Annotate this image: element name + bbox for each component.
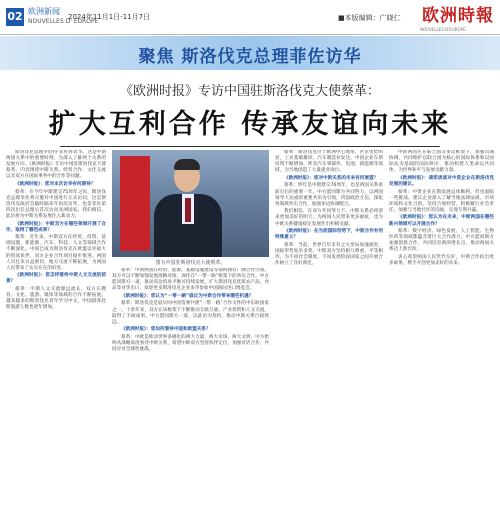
photo-hair (174, 159, 200, 170)
article-paragraph: 蔡革：当前，世界百年未有之大变局加速演进，国际形势复杂多变。中斯双方坚持相互尊重、平等相待，为不同社会制度、不同发展阶段国家之间开展合作树立了良好典范。 (275, 242, 383, 267)
article-column-3 (275, 150, 383, 504)
article-paragraph: 蔡革：数字经济、绿色发展、人工智能、生物医药等领域都蕴含着巨大合作潜力。中方愿同斯方加强创新合作，共同培育新的增长点，推动两国关系迈上新台阶。 (389, 229, 494, 253)
article-paragraph: 蔡革：中欧是推动世界多极化的两大力量，两大市场、两大文明。中方始终从战略高度看待中欧关系，希望中欧双方坚持伙伴定位，加强对话合作，共同应对全球性挑战。 (112, 334, 269, 353)
flag-backdrop (120, 156, 150, 251)
article-paragraph: 我们相信，在双方共同努力下，中斯关系必将迎来更加美好的明天，为两国人民带来更多福祉，也为中欧关系健康稳定发展作出积极贡献。 (275, 209, 383, 227)
article-paragraph: 蔡革：明年是中斯建交76周年，也是两国关系承前启后的重要一年。中方愿同斯方共同努力，以两国领导人达成的重要共识为引领，巩固政治互信，深化各领域务实合作，加强多边协调配合。 (275, 183, 383, 207)
article-paragraph: 《欧洲时报》：您怎样看待中斯人文交流的前景？ (6, 273, 106, 285)
photo-caption: 图为中国驻斯洛伐克大使蔡革。 (155, 260, 226, 266)
article-paragraph: 蔡革：斯洛伐克位于欧洲中心地带，区位优势明显，工业基础雄厚，汽车制造业发达。中国企业在斯投资不断增加，涉及汽车零部件、电池、新能源等领域，为当地创造了大量就业岗位。 (275, 150, 383, 174)
article-paragraph: 《欧洲时报》：您如何看待中国和欧盟关系？ (121, 327, 211, 333)
editor-credit: ■本版编辑：广晓仁 (338, 14, 401, 22)
article-subtitle: 《欧洲时报》专访中国驻斯洛伐克大使蔡革： (119, 84, 380, 99)
article-paragraph: 蔡革：在今年中斯建交75周年之际，斯洛伐克总理菲佐将应邀对中国进行正式访问，这是斯洛伐克政府首脑时隔多年再次访华，也是菲佐第四次出任总理后首次访问亚洲国家。我们相信，此访将为中斯关系发展注入新动力。 (6, 189, 106, 219)
page-header (0, 0, 500, 35)
article-paragraph: 斯洛伐克总理罗伯特·菲佐将访华。这是中斯两国关系中的重要时刻，为深入了解两个关系的发展方向，《欧洲时报》专访中国驻斯洛伐克大使蔡革。内容围绕中斯关系、经贸合作、文化交流以及双方在国际事务中的合作等问题。 (6, 150, 106, 180)
article-paragraph: 《欧洲时报》：您对中斯关系的未来有何展望？ (284, 175, 379, 181)
topic-banner-text: 聚焦 斯洛伐克总理菲佐访华 (138, 47, 362, 67)
article-paragraph: 中斯两国应在联合国等多边框架下，加强沟通协调，共同维护以联合国为核心的国际体系和以国际法为基础的国际秩序，推动构建人类命运共同体，为世界和平与发展贡献力量。 (389, 150, 494, 174)
article-paragraph: 蔡革：斯洛伐克是较早同中国签署共建“一带一路”合作文件的中东欧国家之一。十余年来，双方在该框架下不断推动互联互通、产业投资和人文交流，取得了丰硕成果。中方愿同斯方一道，以此访为契机，推动中斯关系行稳致远。 (112, 301, 269, 325)
newspaper-logo: 欧洲時報 (422, 6, 494, 26)
article-paragraph: 《欧洲时报》：您认为在未来，中斯两国在哪些新兴领域可以开展合作？ (389, 215, 494, 227)
article-paragraph: 《欧洲时报》：请您谈谈对中资企业在斯洛伐克发展的建议。 (389, 175, 494, 187)
article-column-1 (6, 150, 106, 504)
article-paragraph: 蔡革：中斯人文交流源远流长，双方在教育、文化、旅游、媒体等领域的合作不断拓展。越来越多的斯洛伐克青年学习中文，中国游客赴斯旅游人数也逐年增加。 (6, 286, 106, 311)
article-paragraph: 《欧洲时报》：中斯双方在哪些领域开展了合作，取得了哪些成果？ (6, 221, 106, 233)
article-paragraph: 蔡革：中斯两国在经贸、能源、基础设施建设等领域拥有广阔合作空间。双方可以不断加强发展战略对接，深化在“一带一路”框架下的务实合作。中方愿同斯方一道，推动双边贸易平衡可持续发展，扩大斯洛伐克优质农产品、食品等对华出口，欢迎更多斯洛伐克企业来华参加中国国际进口博览会。 (112, 268, 269, 292)
article-paragraph: 《欧洲时报》：在当前国际形势下，中斯合作有何特殊意义？ (275, 229, 383, 241)
article-column-4 (389, 150, 494, 504)
issue-date: 2024年11月1日-11月7日 (68, 13, 151, 21)
page-number: 02 (6, 8, 24, 26)
section-title-en: NOUVELLES D' EUROPE (28, 18, 99, 25)
article-title: 扩大互利合作 传承友谊向未来 (48, 109, 452, 140)
topic-banner (0, 36, 500, 70)
article-paragraph: 《欧洲时报》：您认为“一带一路”倡议为中斯合作带来哪些机遇？ (121, 293, 254, 299)
article-paragraph: 衷心希望两国人民世代友好，中斯合作结出更多硕果，携手开创更加美好的未来。 (389, 255, 494, 267)
ambassador-photo (112, 150, 269, 257)
section-title: 欧洲新闻 (28, 7, 60, 16)
article-paragraph: 蔡革：中资企业在斯发展总体顺利，但也面临一些挑战。建议企业深入了解当地法律法规、市场环境和文化习俗，坚持合规经营，积极履行社会责任，加强与当地社区的沟通，实现互利共赢。 (389, 189, 494, 213)
article-paragraph: 蔡革：近年来，中斯双方在经贸、投资、基础设施、新能源、汽车、科技、人文等领域合作不断深化。中国已成为斯洛伐克在欧盟以外最大的贸易伙伴，双方企业合作项目稳步推进。两国人员往来日益密切，地方交流不断拓展，为两国人民带来了实实在在的好处。 (6, 235, 106, 271)
newspaper-logo-subtitle: NOUVELLES D'EUROPE (420, 27, 466, 32)
title-divider (60, 146, 440, 147)
article-column-2 (112, 268, 269, 504)
photo-tie (185, 198, 191, 222)
article-paragraph: 《欧洲时报》：您对本次访华有何期待？ (15, 181, 96, 187)
